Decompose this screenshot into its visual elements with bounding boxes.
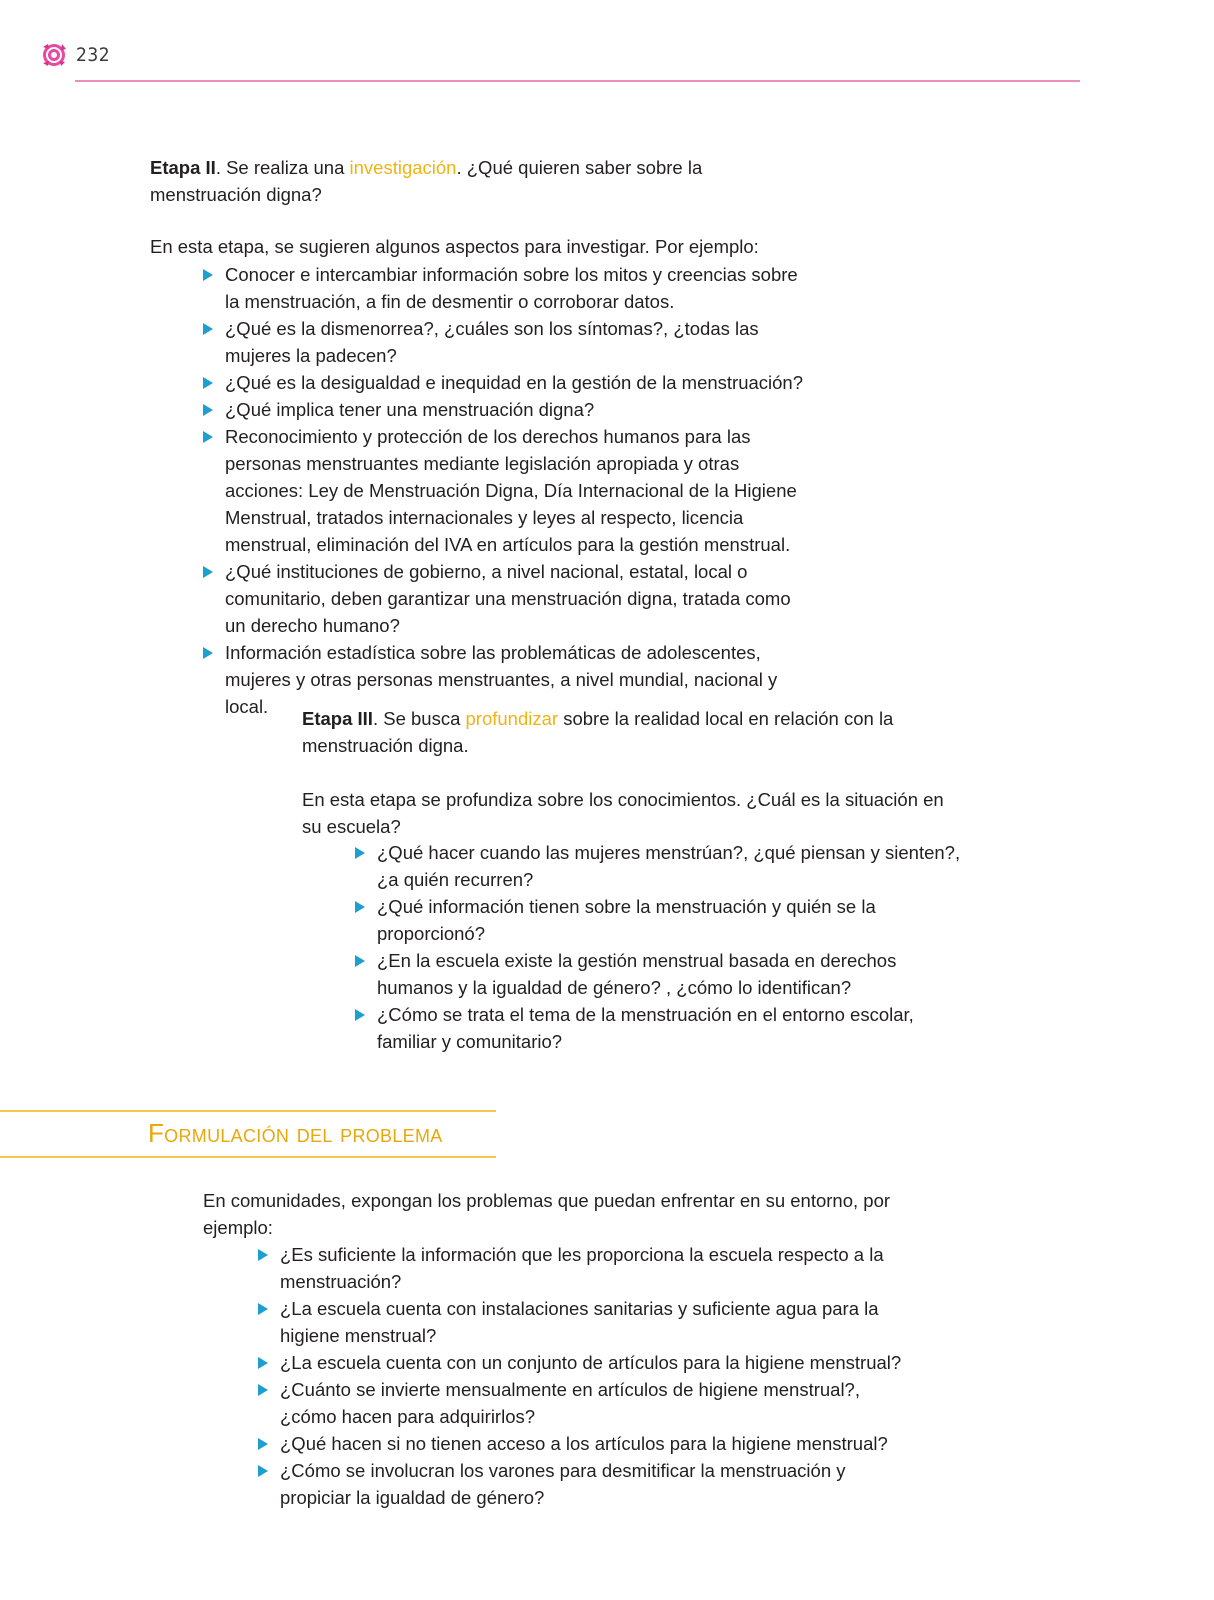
list-item-text: ¿En la escuela existe la gestión menstrual basada en derechos humanos y la igualdad de género? , ¿cómo lo identifican?	[377, 950, 897, 998]
list-item	[377, 947, 962, 1001]
list-item-text: ¿Cuánto se invierte mensualmente en artículos de higiene menstrual?, ¿cómo hacen para adquirirlos?	[280, 1379, 860, 1427]
list-item-text: Conocer e intercambiar información sobre los mitos y creencias sobre la menstruación, a fin de desmentir o corroborar datos.	[225, 264, 798, 312]
decorative-logo-icon	[40, 41, 68, 69]
list-item-text: ¿La escuela cuenta con un conjunto de artículos para la higiene menstrual?	[280, 1352, 902, 1373]
bullet-triangle-icon	[203, 431, 213, 443]
list-item	[225, 396, 810, 423]
etapa-2-label: Etapa II	[150, 157, 216, 178]
list-item-text: ¿Qué hacen si no tienen acceso a los artículos para la higiene menstrual?	[280, 1433, 888, 1454]
page-header	[40, 38, 110, 72]
etapa-2-text-b: . ¿Qué quieren saber sobre la menstruación digna?	[150, 157, 703, 205]
list-item	[225, 423, 810, 558]
bullet-triangle-icon	[258, 1465, 268, 1477]
bullet-triangle-icon	[203, 566, 213, 578]
bullet-triangle-icon	[258, 1357, 268, 1369]
bullet-triangle-icon	[203, 404, 213, 416]
list-item-text: ¿Qué implica tener una menstruación digna?	[225, 399, 595, 420]
etapa-3-intro: En esta etapa se profundiza sobre los conocimientos. ¿Cuál es la situación en su escuela?	[302, 789, 944, 837]
heading-rule-bottom	[0, 1156, 496, 1158]
etapa-2-section	[150, 154, 810, 260]
bullet-triangle-icon	[258, 1303, 268, 1315]
list-item	[280, 1376, 913, 1430]
etapa-3-label: Etapa III	[302, 708, 373, 729]
bullet-triangle-icon	[258, 1249, 268, 1261]
etapa-3-heading	[302, 705, 962, 759]
list-item-text: ¿Qué información tienen sobre la menstruación y quién se la proporcionó?	[377, 896, 876, 944]
list-item	[280, 1241, 913, 1295]
bullet-triangle-icon	[355, 955, 365, 967]
list-item	[225, 558, 810, 639]
heading-rule-top	[0, 1110, 496, 1112]
page-number: 232	[76, 44, 111, 66]
section-title: Formulación del problema	[148, 1118, 443, 1148]
list-item-text: ¿Qué instituciones de gobierno, a nivel nacional, estatal, local o comunitario, deben garantizar una menstruación digna, tratada como un derecho humano?	[225, 561, 791, 636]
list-item-text: Información estadística sobre las problemáticas de adolescentes, mujeres y otras personas menstruantes, a nivel mundial, nacional y local.	[225, 642, 778, 717]
bullet-triangle-icon	[355, 901, 365, 913]
etapa-3-highlight: profundizar	[465, 708, 559, 729]
list-item	[377, 839, 962, 893]
etapa-3-list	[377, 839, 962, 1055]
list-item-text: ¿Qué hacer cuando las mujeres menstrúan?, ¿qué piensan y sienten?, ¿a quién recurren?	[377, 842, 961, 890]
list-item	[225, 261, 810, 315]
list-item-text: ¿Es suficiente la información que les proporciona la escuela respecto a la menstruación?	[280, 1244, 884, 1292]
list-item	[280, 1295, 913, 1349]
etapa-3-section	[302, 705, 962, 840]
list-item-text: ¿Cómo se involucran los varones para desmitificar la menstruación y propiciar la igualdad de género?	[280, 1460, 846, 1508]
list-item	[280, 1457, 913, 1511]
section-heading	[0, 1110, 496, 1158]
etapa-2-text-a: . Se realiza una	[215, 157, 350, 178]
etapa-2-intro: En esta etapa, se sugieren algunos aspectos para investigar. Por ejemplo:	[150, 236, 759, 257]
list-item-text: ¿La escuela cuenta con instalaciones sanitarias y suficiente agua para la higiene menstrual?	[280, 1298, 879, 1346]
etapa-2-heading	[150, 154, 810, 208]
list-item	[280, 1349, 913, 1376]
list-item	[225, 369, 810, 396]
list-item-text: Reconocimiento y protección de los derechos humanos para las personas menstruantes mediante legislación apropiada y otras acciones: Ley de Menstruación Digna, Día Internacional de la Higiene Menstrual, tratados internacionales y leyes al respecto, licencia menstrual, eliminación del IVA en artículos para la gestión menstrual.	[225, 426, 797, 555]
bullet-triangle-icon	[355, 847, 365, 859]
list-item	[280, 1430, 913, 1457]
formulacion-intro: En comunidades, expongan los problemas que puedan enfrentar en su entorno, por ejemplo:	[203, 1190, 891, 1238]
list-item-text: ¿Qué es la dismenorrea?, ¿cuáles son los síntomas?, ¿todas las mujeres la padecen?	[225, 318, 759, 366]
bullet-triangle-icon	[355, 1009, 365, 1021]
list-item	[377, 893, 962, 947]
bullet-triangle-icon	[203, 323, 213, 335]
list-item-text: ¿Qué es la desigualdad e inequidad en la gestión de la menstruación?	[225, 372, 804, 393]
etapa-2-list	[225, 261, 810, 720]
list-item-text: ¿Cómo se trata el tema de la menstruación en el entorno escolar, familiar y comunitario?	[377, 1004, 914, 1052]
etapa-2-highlight: investigación	[349, 157, 457, 178]
formulacion-intro-block	[203, 1187, 913, 1241]
formulacion-list	[280, 1241, 913, 1511]
bullet-triangle-icon	[203, 647, 213, 659]
bullet-triangle-icon	[203, 377, 213, 389]
etapa-3-text-a: . Se busca	[372, 708, 466, 729]
bullet-triangle-icon	[258, 1438, 268, 1450]
bullet-triangle-icon	[258, 1384, 268, 1396]
etapa-3-text-b: sobre la realidad local en relación con la menstruación digna.	[302, 708, 894, 756]
header-divider	[75, 80, 1080, 82]
list-item	[377, 1001, 962, 1055]
bullet-triangle-icon	[203, 269, 213, 281]
list-item	[225, 315, 810, 369]
